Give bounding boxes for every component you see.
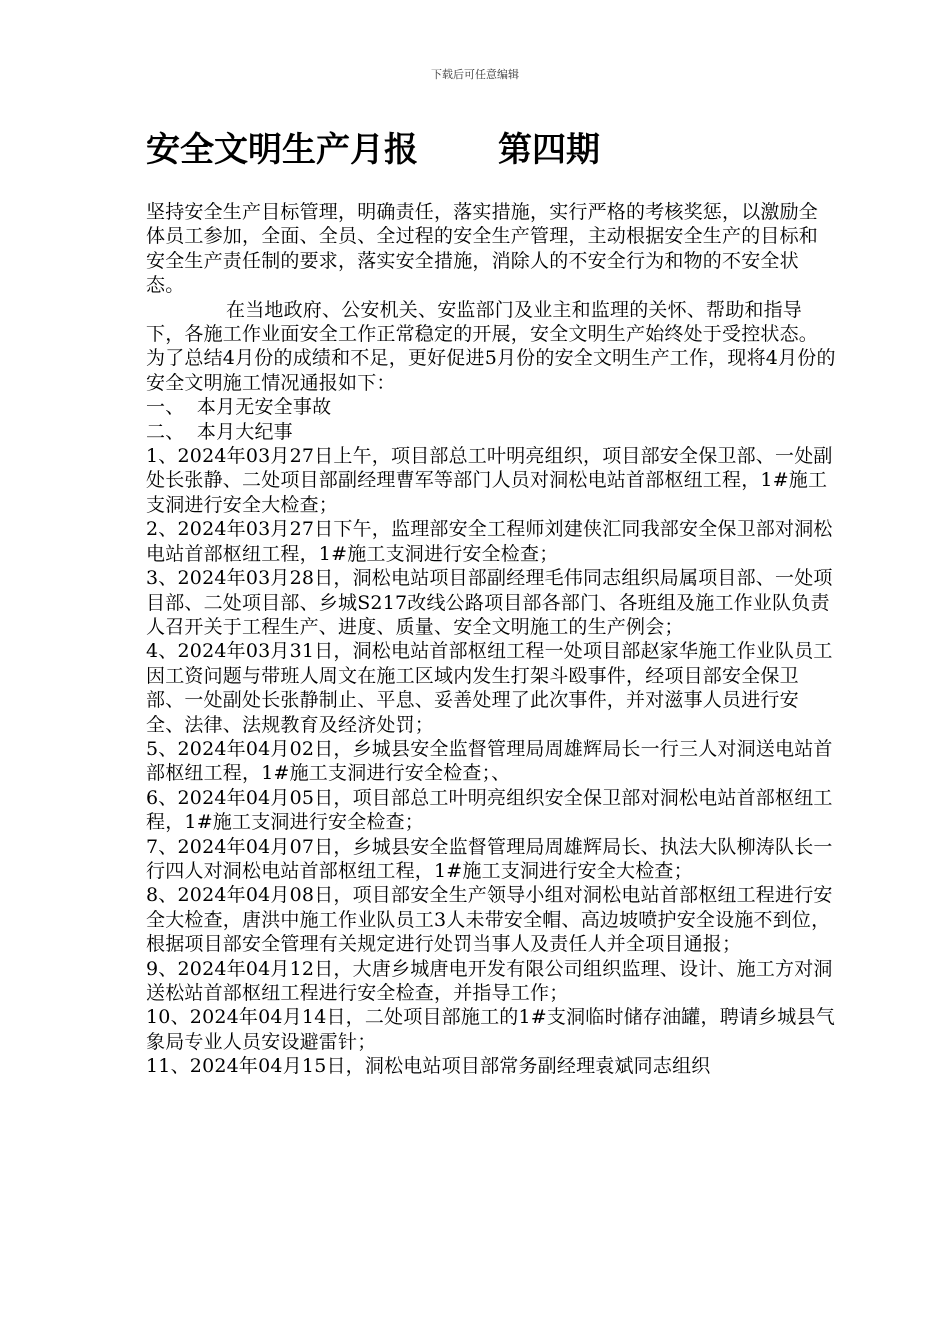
event-item-1: 1、2024年03月27日上午，项目部总工叶明亮组织，项目部安全保卫部、一处副处长张静、二处项目部副经理曹军等部门人员对洞松电站首部枢纽工程，1#施工支洞进行安全大检查； [146, 445, 833, 516]
title-issue: 第四期 [498, 130, 600, 170]
event-item-8: 8、2024年04月08日，项目部安全生产领导小组对洞松电站首部枢纽工程进行安全大检查，唐洪中施工作业队员工3人未带安全帽、高边坡喷护安全设施不到位，根据项目部安全管理有关规定进行处罚当事人及责任人并全项目通报； [146, 884, 833, 956]
event-item-10: 10、2024年04月14日，二处项目部施工的1#支洞临时储存油罐，聘请乡城县气象局专业人员安设避雷针； [146, 1006, 835, 1053]
event-item-5: 5、2024年04月02日，乡城县安全监督管理局周雄辉局长一行三人对洞送电站首部枢纽工程，1#施工支洞进行安全检查；、 [146, 737, 833, 785]
header-note: 下载后可任意编辑 [431, 68, 519, 81]
intro-paragraph: 坚持安全生产目标管理，明确责任，落实措施，实行严格的考核奖惩，以激励全体员工参加，全面、全员、全过程的安全生产管理，主动根据安全生产的目标和安全生产责任制的要求，落实安全措施，消除人的不安全行为和物的不安全状态。 [146, 201, 819, 297]
context-paragraph: 在当地政府、公安机关、安监部门及业主和监理的关怀、帮助和指导下，各施工作业面安全工作正常稳定的开展，安全文明生产始终处于受控状态。为了总结4月份的成绩和不足，更好促进5月份的安全文明生产工作，现将4月份的安全文明施工情况通报如下： [146, 298, 836, 394]
event-item-11: 11、2024年04月15日，洞松电站项目部常务副经理袁斌同志组织 [146, 1055, 711, 1078]
event-item-3: 3、2024年03月28日，洞松电站项目部副经理毛伟同志组织局属项目部、一处项目部、二处项目部、乡城S217改线公路项目部各部门、各班组及施工作业队负责人召开关于工程生产、进度、质量、安全文明施工的生产例会； [146, 567, 833, 638]
document-body [146, 200, 836, 1079]
title-main: 安全文明生产月报 [146, 130, 418, 170]
event-item-9: 9、2024年04月12日，大唐乡城唐电开发有限公司组织监理、设计、施工方对洞送松站首部枢纽工程进行安全检查，并指导工作； [146, 957, 833, 1004]
event-item-2: 2、2024年03月27日下午，监理部安全工程师刘建侠汇同我部安全保卫部对洞松电站首部枢纽工程，1#施工支洞进行安全检查； [146, 518, 833, 565]
event-item-7: 7、2024年04月07日，乡城县安全监督管理局周雄辉局长、执法大队柳涛队长一行四人对洞松电站首部枢纽工程，1#施工支洞进行安全大检查； [146, 835, 833, 882]
section-heading-1: 一、 本月无安全事故 [146, 396, 332, 419]
event-item-4: 4、2024年03月31日，洞松电站首部枢纽工程一处项目部赵家华施工作业队员工因工资问题与带班人周文在施工区域内发生打架斗殴事件，经项目部安全保卫部、一处副处长张静制止、平息、妥善处理了此次事件，并对滋事人员进行安全、法律、法规教育及经济处罚； [146, 640, 833, 736]
section-heading-2: 二、 本月大纪事 [146, 420, 293, 443]
event-item-6: 6、2024年04月05日，项目部总工叶明亮组织安全保卫部对洞松电站首部枢纽工程，1#施工支洞进行安全检查； [146, 786, 833, 834]
page-title [146, 126, 846, 174]
